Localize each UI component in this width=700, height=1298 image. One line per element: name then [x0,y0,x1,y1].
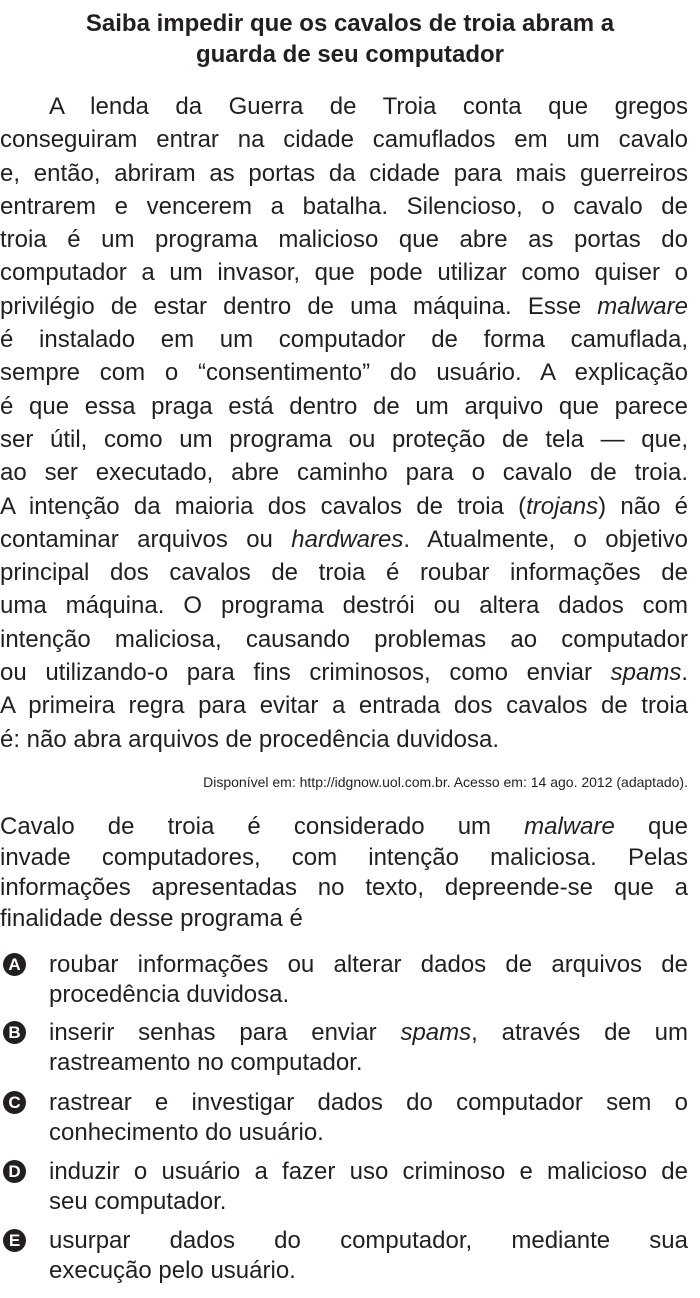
answer-option-d[interactable] [0,1157,688,1219]
option-text [49,1157,688,1217]
option-line [49,1018,688,1048]
answer-option-e[interactable] [0,1226,688,1288]
option-letter-badge: A [3,953,26,976]
option-text [49,1018,688,1078]
option-text [49,1088,688,1148]
passage-italic-term: malware [597,292,688,320]
option-text-part: inserir senhas para enviar [49,1019,401,1046]
question-italic-term: malware [524,813,615,840]
passage-line: A primeira regra para evitar a entrada dos cavalos de troia [0,692,688,720]
passage-italic-term: hardwares [291,525,404,553]
question-line: informações apresentadas no texto, depreende-se que a [0,874,688,901]
passage-line [0,490,688,523]
passage-line: ao ser executado, abre caminho para o cavalo de troia. [0,459,688,487]
passage-line [0,523,688,556]
option-text [49,1226,688,1286]
passage-text: A intenção da maioria dos cavalos de troia ( [0,492,527,520]
option-text-part: , através de um [471,1019,688,1046]
passage-line: conseguiram entrar na cidade camuflados em um cavalo [0,126,688,154]
option-letter-badge: C [3,1091,26,1114]
passage-text: privilégio de estar dentro de uma máquina. Esse [0,292,598,320]
question-text: que [614,813,689,840]
passage-line: intenção maliciosa, causando problemas ao computador [0,625,688,653]
passage-line [0,290,688,323]
article-title [0,8,700,70]
option-line: procedência duvidosa. [49,981,290,1008]
option-line: roubar informações ou alterar dados de arquivos de [49,951,688,978]
passage-line: troia é um programa malicioso que abre as portas do [0,226,688,254]
passage-line: e, então, abriram as portas da cidade para mais guerreiros [0,159,688,187]
passage-line: ser útil, como um programa ou proteção de tela — que, [0,425,688,453]
option-line: induzir o usuário a fazer uso criminoso e malicioso de [49,1158,688,1185]
passage-line: computador a um invasor, que pode utilizar como quiser o [0,259,688,287]
option-line: usurpar dados do computador, mediante sua [49,1227,688,1254]
option-text [49,950,688,1010]
passage-line: A lenda da Guerra de Troia conta que gregos [49,93,688,120]
passage-line: é: não abra arquivos de procedência duvidosa. [0,725,500,753]
title-line-2: guarda de seu computador [195,41,505,68]
passage-line: sempre com o “consentimento” do usuário. A explicação [0,359,688,387]
answer-option-a[interactable] [0,950,688,1012]
option-line: execução pelo usuário. [49,1257,296,1284]
title-line-1: Saiba impedir que os cavalos de troia abram a [85,10,615,37]
question-line [0,812,688,843]
passage-line: principal dos cavalos de troia é roubar informações de [0,559,688,587]
passage-text: contaminar arquivos ou [0,525,292,553]
answer-option-c[interactable] [0,1088,688,1150]
passage-text: ) não é [598,492,688,520]
answer-option-b[interactable] [0,1018,688,1080]
passage-line [0,656,688,689]
question-line: finalidade desse programa é [0,904,303,932]
question-stem [0,812,688,934]
passage-text: . Atualmente, o objetivo [403,525,688,553]
option-line: conhecimento do usuário. [49,1119,324,1146]
passage-text: ou utilizando-o para fins criminosos, como enviar [0,659,611,687]
passage-italic-term: trojans [526,492,599,520]
option-letter-badge: E [3,1229,26,1252]
passage-line: uma máquina. O programa destrói ou altera dados com [0,592,688,620]
option-letter-badge: B [3,1021,26,1044]
option-line: seu computador. [49,1188,227,1215]
passage-italic-term: spams [610,659,682,687]
option-italic-term: spams [400,1019,472,1046]
question-line: invade computadores, com intenção maliciosa. Pelas [0,843,688,871]
option-line: rastrear e investigar dados do computador sem o [49,1089,688,1116]
question-text: Cavalo de troia é considerado um [0,813,525,840]
source-citation: Disponível em: http://idgnow.uol.com.br. Acesso em: 14 ago. 2012 (adaptado). [203,774,688,790]
option-line: rastreamento no computador. [49,1049,363,1076]
passage-line: é instalado em um computador de forma camuflada, [0,326,688,354]
option-letter-badge: D [3,1160,26,1183]
passage-line: é que essa praga está dentro de um arquivo que parece [0,392,688,420]
passage-line: entrarem e vencerem a batalha. Silencioso, o cavalo de [0,192,688,220]
article-passage [0,90,688,756]
passage-text: . [681,659,688,687]
